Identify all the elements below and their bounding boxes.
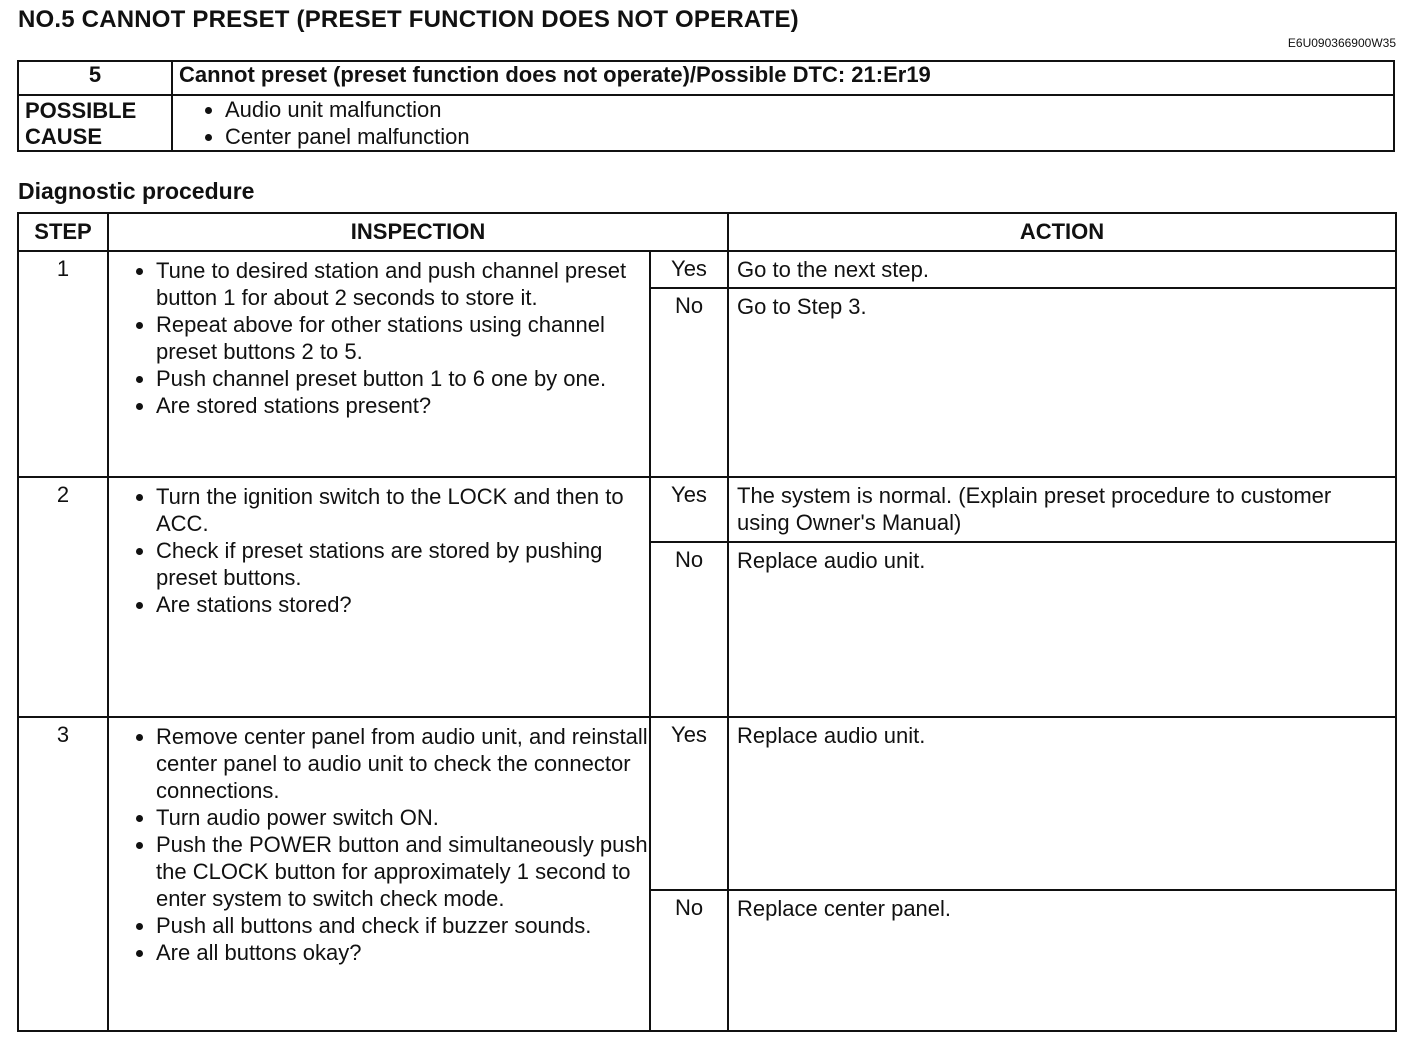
- no-action: Replace audio unit.: [728, 542, 1396, 717]
- yes-label: Yes: [650, 717, 728, 890]
- document-id: E6U090366900W35: [1287, 36, 1396, 50]
- section-title: Diagnostic procedure: [18, 178, 255, 204]
- possible-cause-item: • Center panel malfunction: [225, 123, 1387, 150]
- inspection-item: • Turn the ignition switch to the LOCK and then to ACC.: [156, 483, 648, 537]
- column-header-action: ACTION: [728, 213, 1396, 251]
- yes-action: Go to the next step.: [728, 251, 1396, 288]
- column-header-inspection: INSPECTION: [108, 213, 728, 251]
- step-number: 3: [18, 717, 108, 1031]
- no-action: Go to Step 3.: [728, 288, 1396, 477]
- step-number: 1: [18, 251, 108, 477]
- possible-cause-label-line2: CAUSE: [25, 124, 103, 149]
- no-label: No: [650, 890, 728, 1031]
- yes-action: The system is normal. (Explain preset procedure to customer using Owner's Manual): [728, 477, 1396, 542]
- yes-label: Yes: [650, 251, 728, 288]
- inspection-item: • Are stored stations present?: [156, 392, 648, 419]
- possible-cause-item: • Audio unit malfunction: [225, 96, 1387, 123]
- possible-cause-list-cell: [172, 95, 1394, 151]
- possible-cause-list: [179, 96, 1387, 150]
- table-header-row: [18, 213, 1396, 251]
- inspection-item: • Push the POWER button and simultaneously push the CLOCK button for approximately 1 second to enter system to switch check mode.: [156, 831, 648, 912]
- inspection-list: [110, 257, 648, 419]
- inspection-item: • Tune to desired station and push channel preset button 1 for about 2 seconds to store it.: [156, 257, 648, 311]
- no-label: No: [650, 542, 728, 717]
- yes-action: Replace audio unit.: [728, 717, 1396, 890]
- table-row: [18, 477, 1396, 542]
- symptom-summary-table: [17, 60, 1395, 152]
- no-label: No: [650, 288, 728, 477]
- inspection-item: • Push channel preset button 1 to 6 one by one.: [156, 365, 648, 392]
- inspection-list: [110, 723, 648, 966]
- inspection-cell: [108, 251, 650, 477]
- inspection-item: • Remove center panel from audio unit, and reinstall center panel to audio unit to check the connector connections.: [156, 723, 648, 804]
- inspection-item: • Are stations stored?: [156, 591, 648, 618]
- column-header-step: STEP: [18, 213, 108, 251]
- inspection-item: • Turn audio power switch ON.: [156, 804, 648, 831]
- step-number: 2: [18, 477, 108, 717]
- inspection-list: [110, 483, 648, 618]
- yes-label: Yes: [650, 477, 728, 542]
- possible-cause-label-line1: POSSIBLE: [25, 98, 137, 123]
- inspection-item: • Are all buttons okay?: [156, 939, 648, 966]
- inspection-cell: [108, 717, 650, 1031]
- possible-cause-label: [18, 95, 172, 151]
- table-row: [18, 717, 1396, 890]
- symptom-number: 5: [18, 61, 172, 95]
- inspection-item: • Check if preset stations are stored by pushing preset buttons.: [156, 537, 648, 591]
- inspection-cell: [108, 477, 650, 717]
- inspection-item: • Repeat above for other stations using channel preset buttons 2 to 5.: [156, 311, 648, 365]
- symptom-description: Cannot preset (preset function does not operate)/Possible DTC: 21:Er19: [172, 61, 1394, 95]
- inspection-item: • Push all buttons and check if buzzer sounds.: [156, 912, 648, 939]
- page-title: NO.5 CANNOT PRESET (PRESET FUNCTION DOES NOT OPERATE): [18, 6, 799, 33]
- diagnostic-table: [17, 212, 1397, 1032]
- table-row: [18, 251, 1396, 288]
- no-action: Replace center panel.: [728, 890, 1396, 1031]
